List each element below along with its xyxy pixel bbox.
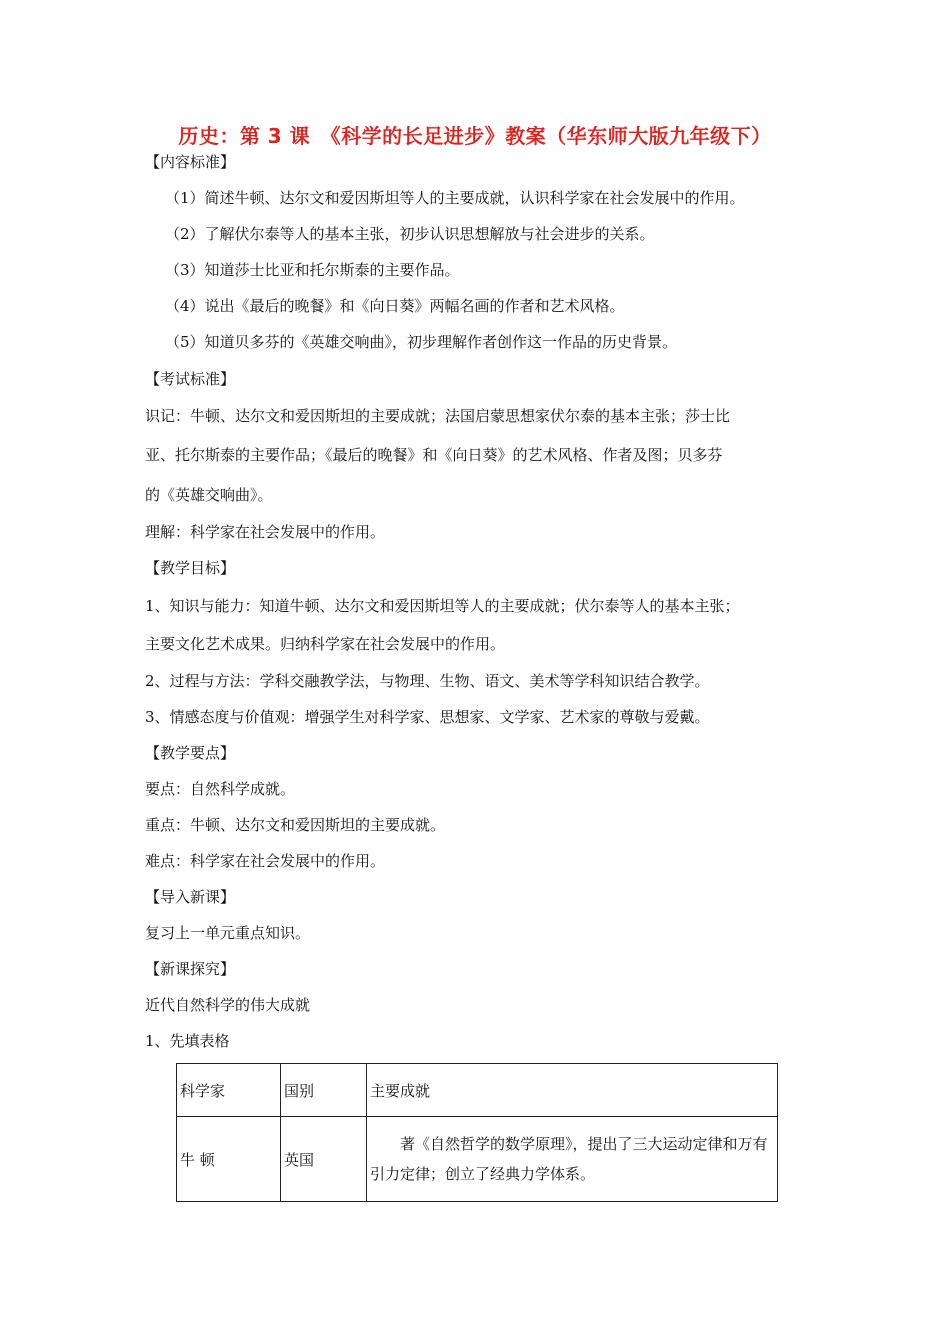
document-title: 历史：第 3 课 《科学的长足进步》教案（华东师大版九年级下） — [178, 124, 772, 148]
content-standard-item: （4）说出《最后的晚餐》和《向日葵》两幅名画的作者和艺术风格。 — [165, 297, 625, 315]
table-header-cell: 国别 — [281, 1064, 367, 1117]
exam-standard-line: 理解：科学家在社会发展中的作用。 — [145, 523, 386, 541]
table-cell-scientist: 牛 顿 — [177, 1117, 281, 1202]
teaching-goal-line: 2、过程与方法：学科交融教学法，与物理、生物、语文、美术等学科知识结合教学。 — [145, 672, 710, 690]
table-header-cell: 主要成就 — [367, 1064, 778, 1117]
content-standard-item: （2）了解伏尔泰等人的基本主张，初步认识思想解放与社会进步的关系。 — [165, 225, 655, 243]
content-standard-item: （1）简述牛顿、达尔文和爱因斯坦等人的主要成就，认识科学家在社会发展中的作用。 — [165, 189, 745, 207]
key-point-line: 重点：牛顿、达尔文和爱因斯坦的主要成就。 — [145, 816, 446, 834]
table-cell-achievement: 著《自然哲学的数学原理》，提出了三大运动定律和万有引力定律；创立了经典力学体系。 — [367, 1117, 778, 1202]
section-heading-exam-standard: 【考试标准】 — [145, 370, 236, 388]
section-heading-new-lesson: 【新课探究】 — [145, 960, 236, 978]
table-cell-country: 英国 — [281, 1117, 367, 1202]
exam-standard-line: 的《英雄交响曲》。 — [145, 486, 273, 504]
table-header-row — [177, 1064, 778, 1117]
exam-standard-line: 亚、托尔斯泰的主要作品；《最后的晚餐》和《向日葵》的艺术风格、作者及图；贝多芬 — [145, 446, 723, 464]
content-standard-item: （3）知道莎士比亚和托尔斯泰的主要作品。 — [165, 261, 460, 279]
scientists-table — [176, 1063, 778, 1202]
section-heading-content-standard: 【内容标准】 — [145, 153, 236, 171]
new-lesson-line: 近代自然科学的伟大成就 — [145, 996, 311, 1014]
teaching-goal-line: 3、情感态度与价值观：增强学生对科学家、思想家、文学家、艺术家的尊敬与爱戴。 — [145, 708, 710, 726]
table-row — [177, 1117, 778, 1202]
intro-line: 复习上一单元重点知识。 — [145, 924, 311, 942]
exam-standard-line: 识记：牛顿、达尔文和爱因斯坦的主要成就；法国启蒙思想家伏尔泰的基本主张；莎士比 — [145, 407, 731, 425]
key-point-line: 难点：科学家在社会发展中的作用。 — [145, 852, 386, 870]
table-header-cell: 科学家 — [177, 1064, 281, 1117]
content-standard-item: （5）知道贝多芬的《英雄交响曲》，初步理解作者创作这一作品的历史背景。 — [165, 333, 678, 351]
section-heading-intro: 【导入新课】 — [145, 888, 236, 906]
teaching-goal-line: 主要文化艺术成果。归纳科学家在社会发展中的作用。 — [145, 635, 506, 653]
teaching-goal-line: 1、知识与能力：知道牛顿、达尔文和爱因斯坦等人的主要成就；伏尔泰等人的基本主张； — [145, 597, 740, 615]
new-lesson-line: 1、先填表格 — [145, 1032, 230, 1050]
section-heading-teaching-goals: 【教学目标】 — [145, 559, 236, 577]
key-point-line: 要点：自然科学成就。 — [145, 780, 296, 798]
section-heading-key-points: 【教学要点】 — [145, 744, 236, 762]
